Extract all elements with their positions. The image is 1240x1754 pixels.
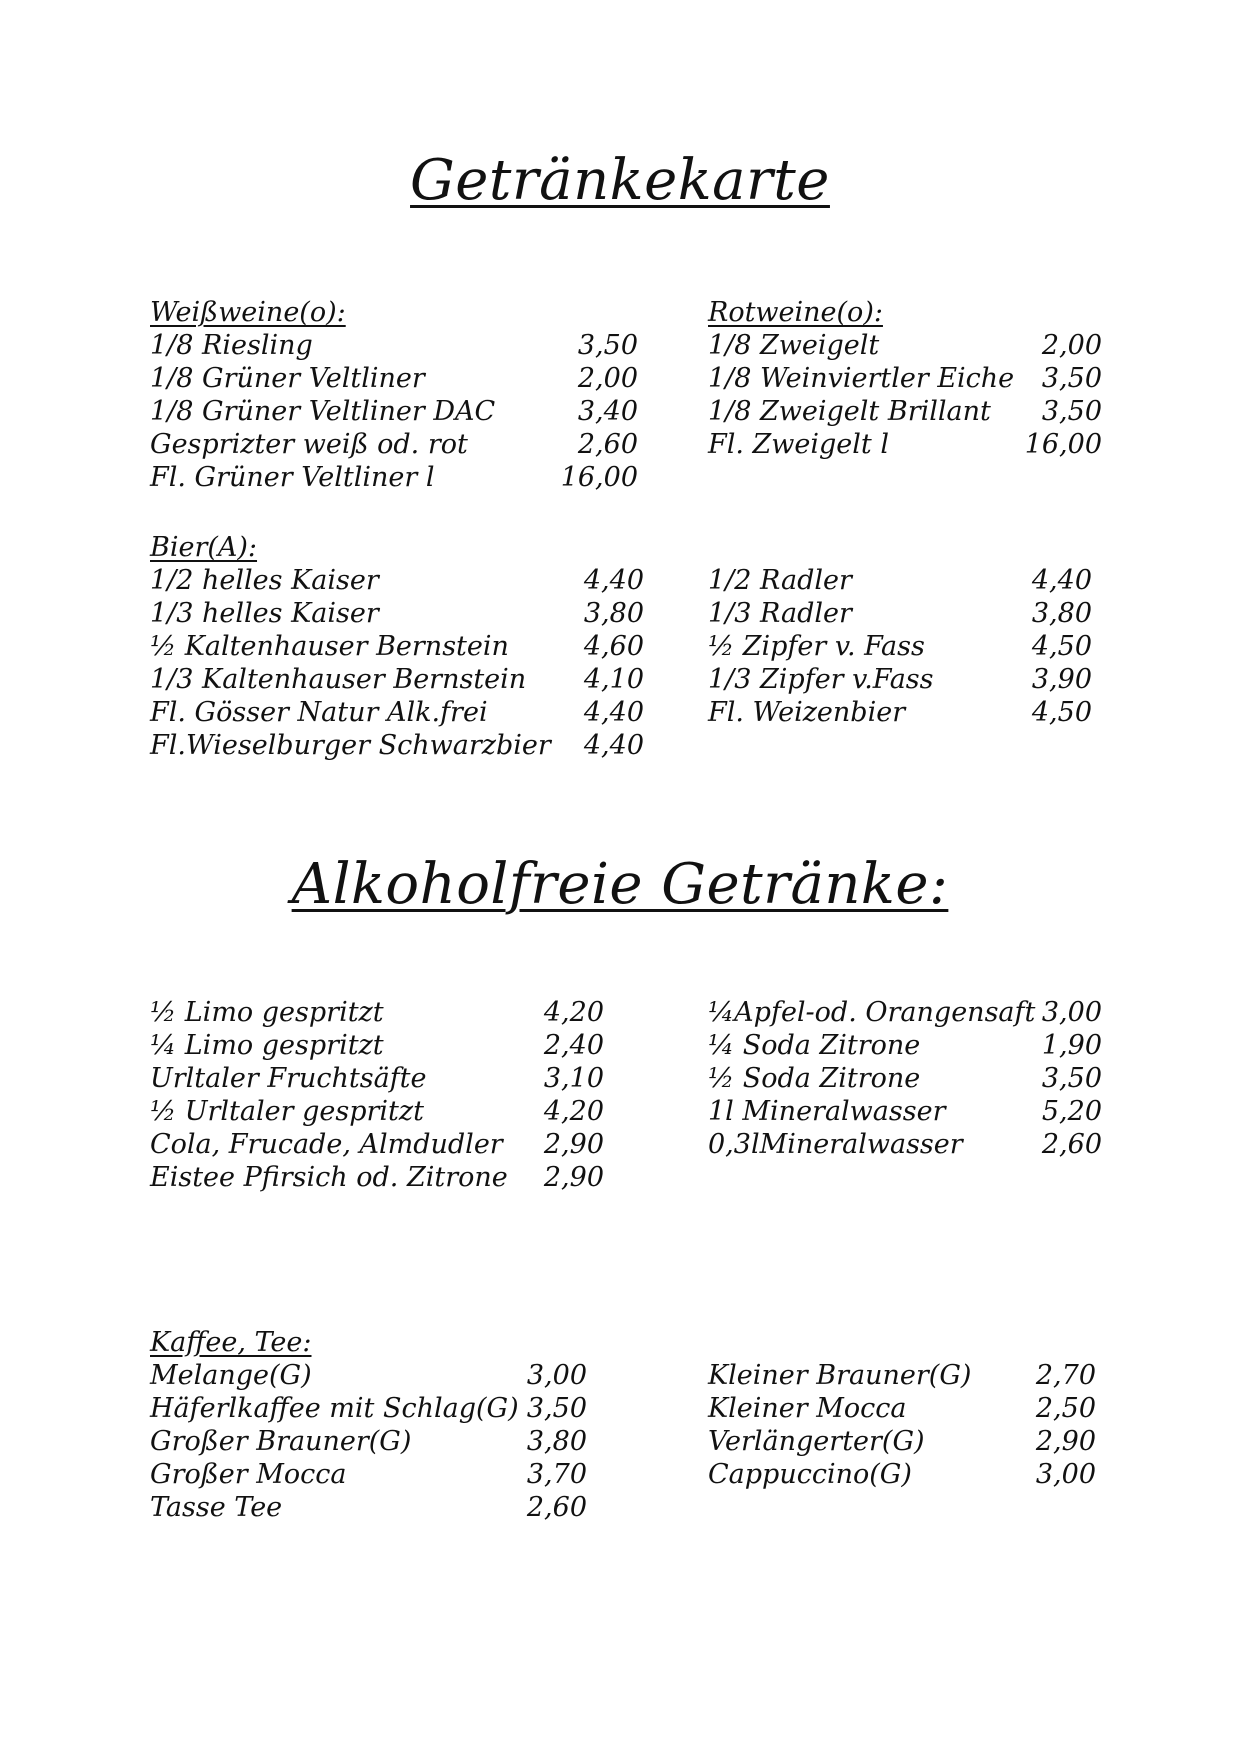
menu-item-price: 2,90 — [543, 1162, 604, 1193]
menu-item-price: 4,50 — [1031, 697, 1092, 728]
menu-item-price: 3,90 — [1031, 664, 1092, 695]
menu-item — [708, 428, 1102, 461]
menu-item-name: ¼Apfel-od. Orangensaft — [708, 997, 1036, 1028]
menu-item-name: 1/3 Zipfer v.Fass — [708, 664, 934, 695]
menu-item-price: 4,20 — [543, 1096, 604, 1127]
section-bier-left — [150, 531, 644, 762]
menu-item — [150, 564, 644, 597]
menu-item — [708, 564, 1092, 597]
menu-item-name: 1/2 helles Kaiser — [150, 565, 379, 596]
menu-item-name: Fl. Gösser Natur Alk.frei — [150, 697, 488, 728]
menu-item-name: Fl. Zweigelt l — [708, 429, 889, 460]
menu-item-name: Fl. Weizenbier — [708, 697, 906, 728]
menu-item — [708, 395, 1102, 428]
menu-item — [708, 1425, 1096, 1458]
menu-item-price: 3,50 — [1041, 363, 1102, 394]
menu-item — [150, 1029, 604, 1062]
menu-item — [150, 1062, 604, 1095]
menu-item-price: 4,40 — [1031, 565, 1092, 596]
menu-item-name: Kleiner Mocca — [708, 1393, 907, 1424]
menu-item-name: 1/8 Grüner Veltliner DAC — [150, 396, 496, 427]
section-heading-kaffee: Kaffee, Tee: — [150, 1327, 312, 1358]
menu-item — [708, 1095, 1102, 1128]
menu-item — [150, 630, 644, 663]
menu-item-price: 4,50 — [1031, 631, 1092, 662]
menu-item-name: Cola, Frucade, Almdudler — [150, 1129, 503, 1160]
section-kaffee-left — [150, 1326, 587, 1524]
menu-item-price: 3,50 — [577, 330, 638, 361]
menu-item-price: 4,40 — [583, 697, 644, 728]
menu-item — [708, 597, 1092, 630]
menu-item — [150, 395, 638, 428]
menu-item — [150, 597, 644, 630]
section-alkoholfrei-left — [150, 996, 604, 1194]
section-bier-right — [708, 564, 1092, 729]
menu-item-name: ¼ Limo gespritzt — [150, 1030, 384, 1061]
menu-item — [150, 362, 638, 395]
menu-item-price: 3,00 — [1035, 1459, 1096, 1490]
menu-item-price: 4,40 — [583, 565, 644, 596]
menu-item — [150, 1128, 604, 1161]
menu-item-name: Großer Brauner(G) — [150, 1426, 412, 1457]
menu-item-price: 3,80 — [1031, 598, 1092, 629]
menu-item-price: 3,10 — [543, 1063, 604, 1094]
menu-item — [708, 329, 1102, 362]
menu-item — [150, 428, 638, 461]
page-title: Getränkekarte — [410, 148, 830, 213]
menu-item-name: 1/8 Zweigelt — [708, 330, 880, 361]
menu-item-price: 5,20 — [1041, 1096, 1102, 1127]
menu-item-name: 1/8 Weinviertler Eiche — [708, 363, 1015, 394]
menu-item-price: 4,10 — [583, 664, 644, 695]
menu-item-price: 4,40 — [583, 730, 644, 761]
menu-item — [150, 1161, 604, 1194]
menu-item — [150, 729, 644, 762]
menu-item-price: 3,80 — [583, 598, 644, 629]
menu-item — [708, 362, 1102, 395]
menu-item-name: Fl. Grüner Veltliner l — [150, 462, 435, 493]
menu-item-price: 2,90 — [543, 1129, 604, 1160]
menu-item-price: 2,50 — [1035, 1393, 1096, 1424]
menu-item-name: Kleiner Brauner(G) — [708, 1360, 972, 1391]
menu-item-price: 3,40 — [577, 396, 638, 427]
menu-item-name: Gesprizter weiß od. rot — [150, 429, 468, 460]
menu-item-price: 2,60 — [526, 1492, 587, 1523]
section-rotweine — [708, 296, 1102, 461]
menu-item — [150, 1458, 587, 1491]
menu-item-name: ¼ Soda Zitrone — [708, 1030, 921, 1061]
menu-item-price: 2,70 — [1035, 1360, 1096, 1391]
menu-item — [708, 1029, 1102, 1062]
section-title-alkoholfrei: Alkoholfreie Getränke: — [291, 852, 949, 917]
section-kaffee-right — [708, 1359, 1096, 1491]
menu-item-price: 3,70 — [526, 1459, 587, 1490]
menu-item-price: 16,00 — [560, 462, 638, 493]
section-weissweine — [150, 296, 638, 494]
section-heading-rotweine: Rotweine(o): — [708, 297, 883, 328]
menu-item — [150, 329, 638, 362]
menu-item — [708, 1359, 1096, 1392]
menu-item-price: 2,60 — [577, 429, 638, 460]
menu-item-name: 0,3lMineralwasser — [708, 1129, 963, 1160]
menu-item-name: ½ Kaltenhauser Bernstein — [150, 631, 509, 662]
menu-item-name: 1/8 Grüner Veltliner — [150, 363, 425, 394]
menu-item — [150, 1491, 587, 1524]
menu-item — [708, 630, 1092, 663]
section-heading-weissweine: Weißweine(o): — [150, 297, 346, 328]
menu-item-price: 2,40 — [543, 1030, 604, 1061]
menu-item-price: 2,00 — [577, 363, 638, 394]
menu-item-name: Verlängerter(G) — [708, 1426, 925, 1457]
menu-item-name: Häferlkaffee mit Schlag(G) — [150, 1393, 519, 1424]
menu-item-name: Eistee Pfirsich od. Zitrone — [150, 1162, 508, 1193]
menu-item-name: 1/8 Riesling — [150, 330, 313, 361]
menu-item-price: 3,50 — [1041, 396, 1102, 427]
menu-item — [708, 996, 1102, 1029]
menu-item-name: Melange(G) — [150, 1360, 312, 1391]
menu-item-price: 3,50 — [1041, 1063, 1102, 1094]
menu-item-price: 2,90 — [1035, 1426, 1096, 1457]
menu-item — [150, 1359, 587, 1392]
menu-item — [708, 663, 1092, 696]
menu-item-name: ½ Limo gespritzt — [150, 997, 384, 1028]
menu-item — [150, 663, 644, 696]
menu-item-price: 2,60 — [1041, 1129, 1102, 1160]
menu-item — [150, 1095, 604, 1128]
menu-item-price: 4,60 — [583, 631, 644, 662]
menu-item-name: Urltaler Fruchtsäfte — [150, 1063, 427, 1094]
menu-item-name: ½ Zipfer v. Fass — [708, 631, 925, 662]
menu-item-name: 1/8 Zweigelt Brillant — [708, 396, 991, 427]
menu-item — [150, 696, 644, 729]
menu-item-price: 3,00 — [526, 1360, 587, 1391]
menu-item — [708, 1458, 1096, 1491]
menu-item-price: 3,00 — [1041, 997, 1102, 1028]
menu-item — [150, 1425, 587, 1458]
menu-item-name: Großer Mocca — [150, 1459, 347, 1490]
menu-item — [708, 696, 1092, 729]
menu-item-name: ½ Urltaler gespritzt — [150, 1096, 424, 1127]
menu-item-name: 1/3 Kaltenhauser Bernstein — [150, 664, 527, 695]
menu-item-price: 4,20 — [543, 997, 604, 1028]
menu-item — [708, 1062, 1102, 1095]
section-heading-bier: Bier(A): — [150, 532, 258, 563]
menu-item-price: 3,50 — [526, 1393, 587, 1424]
menu-item-price: 3,80 — [526, 1426, 587, 1457]
menu-item-name: Cappuccino(G) — [708, 1459, 912, 1490]
menu-item-price: 2,00 — [1041, 330, 1102, 361]
menu-item-name: Fl.Wieselburger Schwarzbier — [150, 730, 551, 761]
menu-item — [150, 461, 638, 494]
menu-item — [150, 1392, 587, 1425]
menu-item-name: ½ Soda Zitrone — [708, 1063, 921, 1094]
menu-item — [150, 996, 604, 1029]
menu-item — [708, 1392, 1096, 1425]
section-alkoholfrei-right — [708, 996, 1102, 1161]
menu-item-name: Tasse Tee — [150, 1492, 283, 1523]
menu-item-price: 16,00 — [1024, 429, 1102, 460]
menu-item-name: 1l Mineralwasser — [708, 1096, 946, 1127]
menu-item — [708, 1128, 1102, 1161]
menu-item-name: 1/3 helles Kaiser — [150, 598, 379, 629]
menu-item-name: 1/2 Radler — [708, 565, 852, 596]
menu-item-name: 1/3 Radler — [708, 598, 852, 629]
menu-item-price: 1,90 — [1041, 1030, 1102, 1061]
